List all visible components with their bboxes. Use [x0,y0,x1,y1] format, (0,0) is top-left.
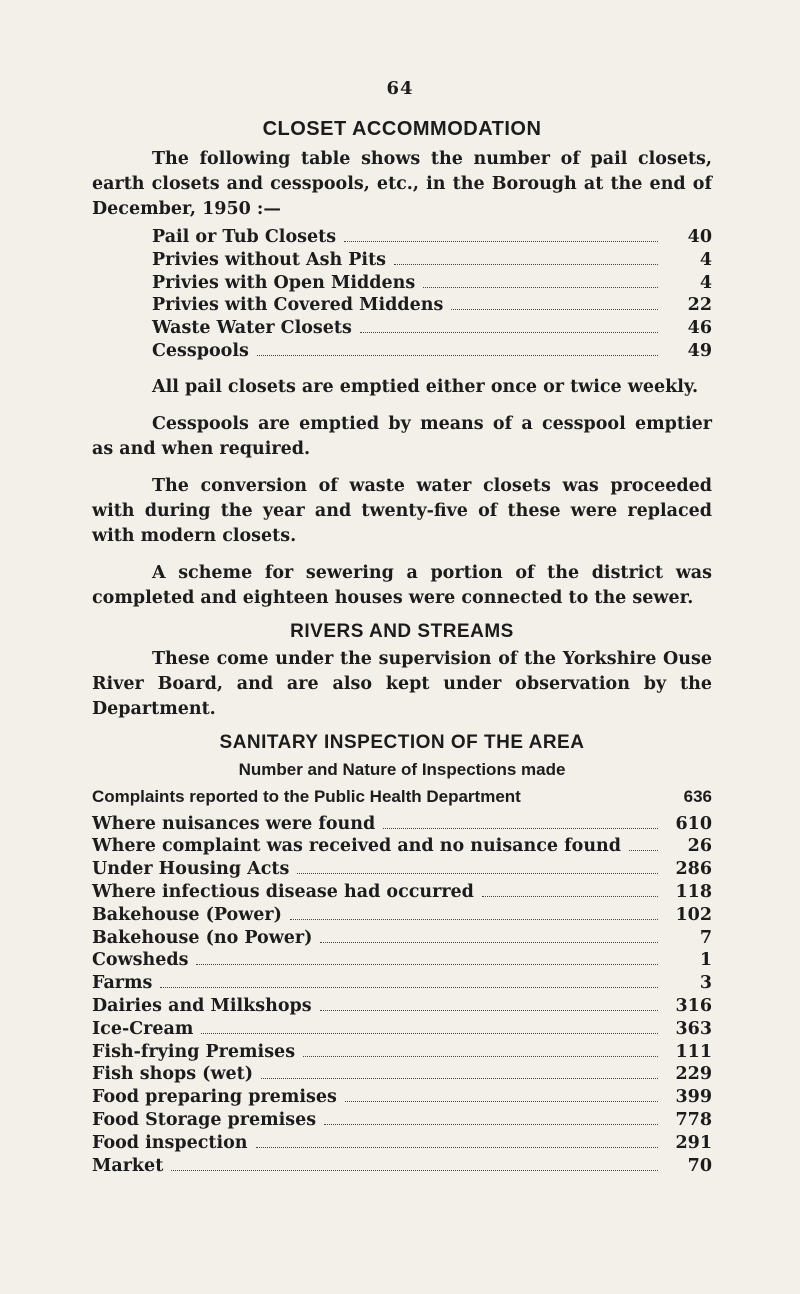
complaints-value: 636 [683,786,712,806]
closet-heading: CLOSET ACCOMMODATION [262,118,542,140]
dot-leader [451,309,658,310]
rivers-heading: RIVERS AND STREAMS [290,620,514,642]
dot-leader [160,987,658,988]
closet-label: Waste Water Closets [152,318,352,339]
closet-intro: The following table shows the number of pail closets, earth closets and cesspools, etc., in the Borough at the end of December, 1950 :— [92,149,712,219]
inspection-label: Under Housing Acts [92,859,290,880]
inspection-label: Ice-Cream [92,1018,194,1039]
dot-leader [303,1056,658,1057]
paragraph-sewering: A scheme for sewering a portion of the district was completed and eighteen houses were connected to the sewer. [92,562,712,608]
inspection-value: 291 [675,1132,712,1153]
inspection-label: Food inspection [92,1132,248,1153]
inspection-label: Farms [92,973,153,994]
closet-row [152,226,712,249]
inspection-table [92,813,712,1178]
inspection-label: Fish-frying Premises [92,1041,296,1062]
dot-leader [171,1170,658,1171]
closet-row [152,317,712,340]
rivers-text: These come under the supervision of the Yorkshire Ouse River Board, and are also kept under observation by the Department. [92,648,712,719]
closet-row [152,249,712,272]
inspection-label: Food Storage premises [92,1109,317,1130]
inspection-row [92,995,712,1018]
inspection-row [92,1063,712,1086]
inspection-label: Where infectious disease had occurred [92,881,474,902]
dot-leader [345,1101,658,1102]
inspection-value: 399 [675,1087,712,1108]
inspection-label: Fish shops (wet) [92,1064,254,1085]
complaints-label: Complaints reported to the Public Health Department [92,786,521,806]
inspection-row [92,835,712,858]
inspection-row [92,1041,712,1064]
inspection-value: 26 [687,836,712,857]
inspection-row [92,813,712,836]
inspection-label: Market [92,1155,164,1176]
inspection-row [92,904,712,927]
inspection-value: 229 [675,1064,712,1085]
closet-label: Pail or Tub Closets [152,227,337,247]
sanitary-subheading: Number and Nature of Inspections made [238,759,566,779]
paragraph-pail-closets: All pail closets are emptied either once or twice weekly. [152,376,699,397]
dot-leader [360,332,658,333]
inspection-value: 1 [699,950,712,971]
dot-leader [256,1147,658,1148]
inspection-label: Where complaint was received and no nuisance found [92,836,621,857]
inspection-row [92,927,712,950]
inspection-value: 778 [675,1109,712,1130]
dot-leader [261,1078,658,1079]
dot-leader [290,919,658,920]
inspection-row [92,972,712,995]
paragraph-conversion: The conversion of waste water closets was proceeded with during the year and twenty-five of these were replaced with modern closets. [92,475,712,546]
closet-label: Cesspools [152,340,249,361]
closet-value: 40 [687,227,712,247]
inspection-value: 70 [687,1155,712,1176]
inspection-value: 118 [675,881,712,902]
closet-table [152,226,712,363]
dot-leader [324,1124,658,1125]
dot-leader [320,942,658,943]
closet-label: Privies without Ash Pits [152,249,387,270]
dot-leader [629,850,658,851]
paragraph-cesspools: Cesspools are emptied by means of a cesspool emptier as and when required. [92,413,712,459]
inspection-value: 3 [699,973,712,994]
inspection-label: Food preparing premises [92,1087,337,1108]
inspection-row [92,1018,712,1041]
inspection-value: 286 [675,859,712,880]
page-content [92,118,712,1177]
inspection-label: Bakehouse (no Power) [92,927,313,948]
inspection-value: 316 [675,995,712,1016]
inspection-label: Where nuisances were found [92,813,376,834]
dot-leader [394,264,658,265]
inspection-row [92,1132,712,1155]
closet-value: 4 [699,249,712,270]
inspection-value: 610 [675,813,712,834]
dot-leader [196,964,658,965]
dot-leader [383,828,658,829]
closet-label: Privies with Covered Middens [152,295,444,316]
dot-leader [257,355,658,356]
closet-label: Privies with Open Middens [152,272,416,293]
dot-leader [344,241,658,242]
inspection-label: Dairies and Milkshops [92,995,312,1016]
inspection-value: 111 [675,1041,712,1062]
inspection-row [92,1155,712,1178]
closet-value: 4 [699,272,712,293]
dot-leader [297,873,658,874]
closet-row [152,294,712,317]
inspection-row [92,1086,712,1109]
dot-leader [201,1033,658,1034]
closet-row [152,272,712,295]
inspection-value: 102 [675,904,712,925]
dot-leader [320,1010,658,1011]
inspection-value: 7 [699,927,712,948]
inspection-label: Cowsheds [92,950,189,971]
inspection-value: 363 [675,1018,712,1039]
closet-value: 49 [687,340,712,361]
closet-row [152,340,712,363]
closet-value: 22 [687,295,712,316]
inspection-row [92,1109,712,1132]
dot-leader [423,287,658,288]
closet-value: 46 [687,318,712,339]
inspection-row [92,858,712,881]
dot-leader [482,896,658,897]
inspection-row [92,949,712,972]
inspection-row [92,881,712,904]
complaints-row [92,786,712,809]
page-number: 64 [386,78,414,99]
inspection-label: Bakehouse (Power) [92,904,282,925]
sanitary-heading: SANITARY INSPECTION OF THE AREA [219,731,585,753]
